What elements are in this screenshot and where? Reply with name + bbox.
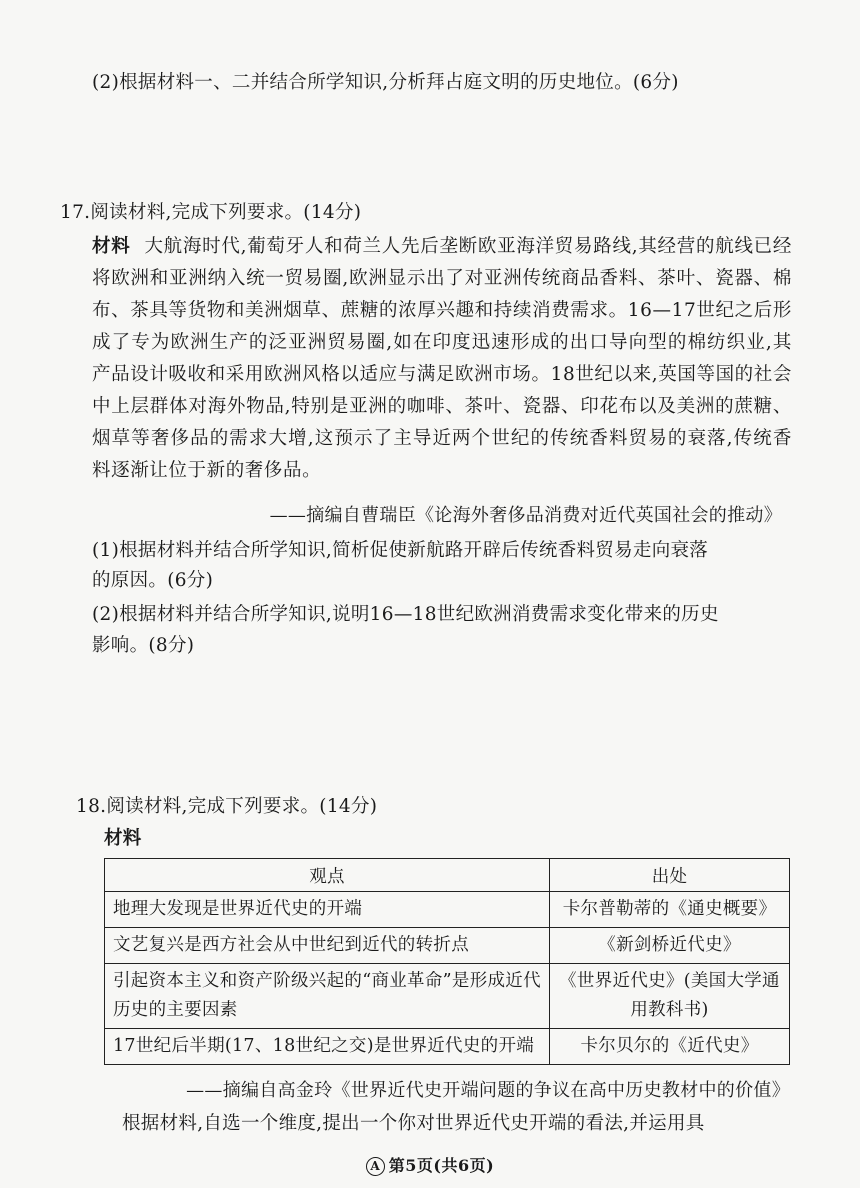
paper-version-badge: A xyxy=(366,1157,385,1176)
q16-part2: (2)根据材料一、二并结合所学知识,分析拜占庭文明的历史地位。(6分) xyxy=(92,72,679,93)
table-header-source: 出处 xyxy=(550,859,790,892)
q17-part1-line1: (1)根据材料并结合所学知识,简析促使新航路开辟后传统香料贸易走向衰落 xyxy=(92,540,709,561)
table-row xyxy=(105,1029,790,1065)
table-header-view: 观点 xyxy=(105,859,550,892)
view-cell: 引起资本主义和资产阶级兴起的“商业革命”是形成近代历史的主要因素 xyxy=(105,964,550,1029)
view-cell: 17世纪后半期(17、18世纪之交)是世界近代史的开端 xyxy=(105,1029,550,1065)
table-row xyxy=(105,964,790,1029)
source-cell: 卡尔普勒蒂的《通史概要》 xyxy=(550,892,790,928)
q17-material-label: 材料 xyxy=(92,236,131,257)
q17-part2-line1: (2)根据材料并结合所学知识,说明16—18世纪欧洲消费需求变化带来的历史 xyxy=(92,604,719,625)
view-cell: 文艺复兴是西方社会从中世纪到近代的转折点 xyxy=(105,928,550,964)
page-footer xyxy=(0,1153,860,1176)
view-cell: 地理大发现是世界近代史的开端 xyxy=(105,892,550,928)
q18-prompt: 根据材料,自选一个维度,提出一个你对世界近代史开端的看法,并运用具 xyxy=(122,1113,705,1134)
source-cell: 《世界近代史》(美国大学通用教科书) xyxy=(550,964,790,1029)
source-cell: 卡尔贝尔的《近代史》 xyxy=(550,1029,790,1065)
table-row xyxy=(105,892,790,928)
q18-header: 18.阅读材料,完成下列要求。(14分) xyxy=(76,796,378,817)
q18-material-label: 材料 xyxy=(104,828,142,849)
source-cell: 《新剑桥近代史》 xyxy=(550,928,790,964)
q18-views-table xyxy=(104,858,790,1065)
q17-header: 17.阅读材料,完成下列要求。(14分) xyxy=(60,202,362,223)
q18-source: ——摘编自高金玲《世界近代史开端问题的争议在高中历史教材中的价值》 xyxy=(186,1080,790,1101)
q17-source: ——摘编自曹瑞臣《论海外奢侈品消费对近代英国社会的推动》 xyxy=(269,505,782,526)
q17-part2-line2: 影响。(8分) xyxy=(92,635,195,656)
q17-material xyxy=(92,231,792,487)
table-header-row xyxy=(105,859,790,892)
table-row xyxy=(105,928,790,964)
q17-part1-line2: 的原因。(6分) xyxy=(92,570,214,591)
q17-material-text: 大航海时代,葡萄牙人和荷兰人先后垄断欧亚海洋贸易路线,其经营的航线已经将欧洲和亚洲纳入统一贸易圈,欧洲显示出了对亚洲传统商品香料、茶叶、瓷器、棉布、茶具等货物和美洲烟草、蔗糖的浓厚兴趣和持续消费需求。16—17世纪之后形成了专为欧洲生产的泛亚洲贸易圈,如在印度迅速形成的出口导向型的棉纺织业,其产品设计吸收和采用欧洲风格以适应与满足欧洲市场。18世纪以来,英国等国的社会中上层群体对海外物品,特别是亚洲的咖啡、茶叶、瓷器、印花布以及美洲的蔗糖、烟草等奢侈品的需求大增,这预示了主导近两个世纪的传统香料贸易的衰落,传统香料逐渐让位于新的奢侈品。 xyxy=(92,236,792,481)
page-number: 第5页(共6页) xyxy=(388,1156,495,1175)
